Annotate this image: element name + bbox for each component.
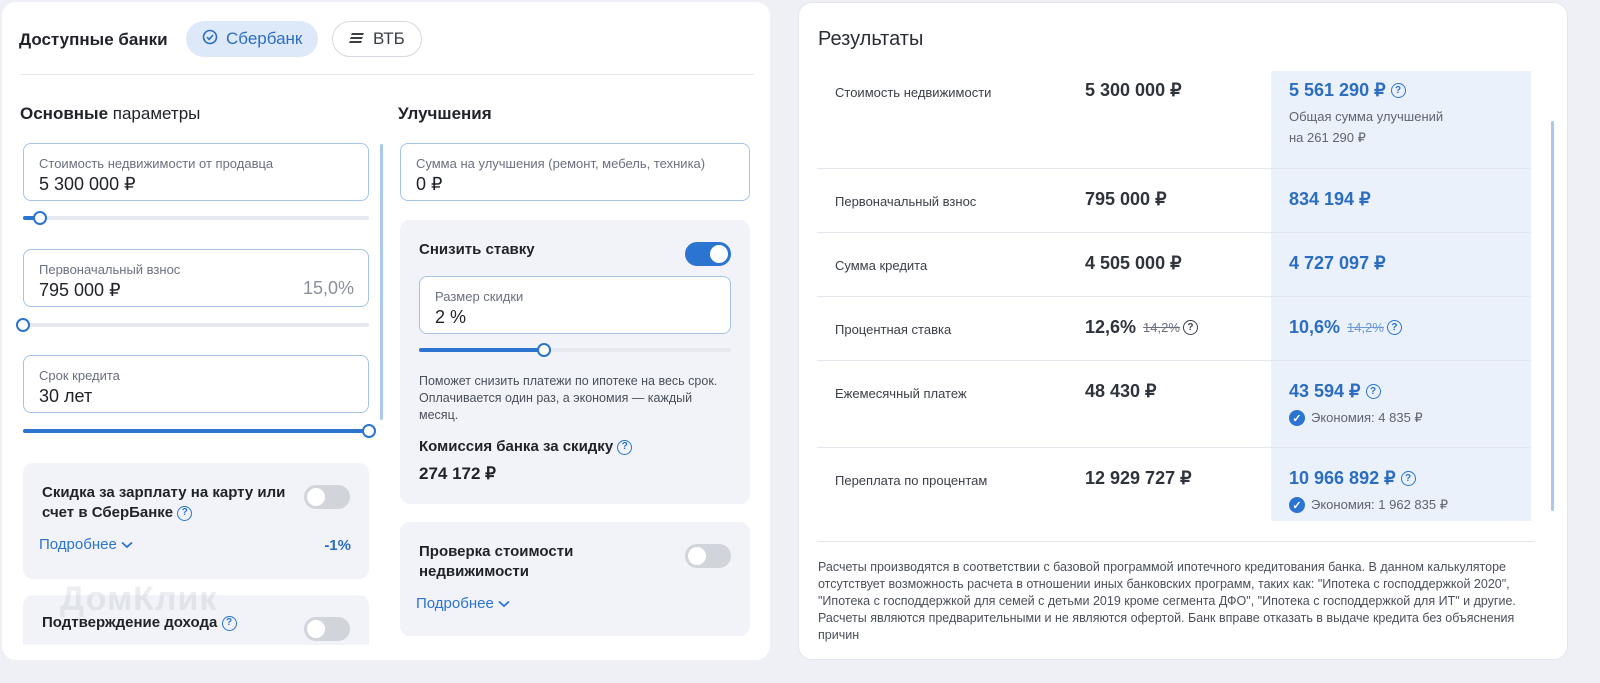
- row-label: Процентная ставка: [835, 322, 952, 337]
- property-check-toggle[interactable]: [685, 544, 731, 568]
- improvements-sum-field[interactable]: [400, 143, 750, 201]
- divider: [20, 74, 754, 75]
- slider-thumb[interactable]: [16, 318, 30, 332]
- property-price-slider[interactable]: [23, 210, 369, 226]
- reduce-rate-toggle[interactable]: [685, 242, 731, 266]
- rate-value: 10,6%: [1289, 317, 1341, 337]
- check-circle-icon: [202, 29, 218, 50]
- row-base-value: 5 300 000 ₽: [1085, 80, 1182, 100]
- property-check-title: Проверка стоимости недвижимости: [419, 543, 574, 580]
- more-link-label: Подробнее: [416, 595, 494, 612]
- chevron-down-icon: [498, 595, 510, 612]
- income-confirmation-toggle[interactable]: [304, 617, 350, 641]
- bank-tab-vtb[interactable]: [332, 21, 422, 57]
- help-icon[interactable]: ?: [1391, 83, 1406, 98]
- help-icon[interactable]: ?: [1366, 384, 1381, 399]
- old-rate: 14,2%: [1347, 320, 1384, 335]
- discount-size-field[interactable]: [419, 276, 731, 334]
- field-value: 0 ₽: [416, 174, 443, 194]
- row-base-value: 48 430 ₽: [1085, 381, 1157, 401]
- field-value: 2 %: [435, 307, 467, 327]
- property-check-card: [400, 522, 750, 636]
- field-label: Сумма на улучшения (ремонт, мебель, техника): [416, 156, 706, 171]
- disclaimer-text: Расчеты производятся в соответствии с базовой программой ипотечного кредитования банка. В данном калькуляторе отсутствует возможность расчета в отношении иных банковских программ, таких как: "Ипотека с господдержкой 2020", "Ипотека с господдержкой для семей с детьми 2019 кроме сегмента ДФО", "Ипотека с господдержкой для ИТ" и другие. Расчеты являются предварительными и не являются офертой. Банк вправе отказать в выдаче кредита без объяснения причин: [818, 560, 1516, 642]
- bank-commission-title: [419, 438, 632, 455]
- income-confirmation-text: Подтверждение дохода: [42, 614, 218, 631]
- row-new-value: 4 727 097 ₽: [1289, 253, 1386, 273]
- salary-discount-text: Скидка за зарплату на карту или счет в СберБанке: [42, 484, 286, 521]
- row-base-value: 4 505 000 ₽: [1085, 253, 1182, 273]
- salary-discount-value: -1%: [324, 537, 351, 554]
- reduce-rate-title: Снизить ставку: [419, 241, 535, 258]
- help-icon[interactable]: ?: [1401, 471, 1416, 486]
- results-title: Результаты: [818, 28, 924, 50]
- row-divider: [817, 168, 1531, 169]
- row-new-value: [1289, 80, 1406, 101]
- row-divider: [817, 447, 1531, 448]
- property-price-field[interactable]: [23, 143, 369, 201]
- row-new-value: 834 194 ₽: [1289, 189, 1371, 209]
- results-scrollbar[interactable]: [1551, 121, 1554, 511]
- row-label: Первоначальный взнос: [835, 194, 977, 209]
- field-label: Срок кредита: [39, 368, 120, 383]
- saving-text: Экономия: 4 835 ₽: [1311, 410, 1423, 425]
- footnote-divider: [817, 541, 1535, 542]
- heading-part: параметры: [112, 104, 201, 123]
- help-icon[interactable]: ?: [177, 506, 192, 521]
- salary-discount-title: [42, 483, 292, 523]
- field-label: Первоначальный взнос: [39, 262, 181, 277]
- help-icon[interactable]: ?: [222, 616, 237, 631]
- discount-size-slider[interactable]: [419, 342, 731, 358]
- row-new-value: [1289, 381, 1381, 402]
- domclick-watermark: ДомКлик: [60, 580, 218, 618]
- row-label: Переплата по процентам: [835, 473, 988, 488]
- improvements-total-value: на 261 290 ₽: [1289, 130, 1366, 145]
- help-icon[interactable]: ?: [1387, 320, 1402, 335]
- reduce-rate-card: [400, 220, 750, 504]
- overpayment-saving: [1289, 497, 1448, 513]
- rate-value: 12,6%: [1085, 317, 1137, 337]
- check-icon: ✓: [1289, 410, 1305, 426]
- salary-discount-toggle[interactable]: [304, 485, 350, 509]
- check-icon: ✓: [1289, 497, 1305, 513]
- results-panel: [798, 2, 1568, 660]
- row-base-value: 12 929 727 ₽: [1085, 468, 1192, 488]
- help-icon[interactable]: ?: [1183, 320, 1198, 335]
- row-new-value: [1289, 468, 1416, 489]
- calculator-panel: [2, 2, 770, 660]
- new-value-text: 5 561 290 ₽: [1289, 80, 1386, 100]
- down-payment-slider[interactable]: [23, 317, 369, 333]
- improvements-total-label: Общая сумма улучшений: [1289, 109, 1444, 124]
- bank-tab-sberbank[interactable]: [186, 21, 318, 57]
- field-label: Размер скидки: [435, 289, 524, 304]
- bank-tab-label: Сбербанк: [226, 29, 303, 48]
- row-new-value: [1289, 317, 1402, 338]
- salary-more-link[interactable]: [39, 536, 133, 553]
- salary-discount-card: [23, 463, 369, 579]
- slider-thumb[interactable]: [537, 343, 551, 357]
- row-base-value: 795 000 ₽: [1085, 189, 1167, 209]
- loan-term-slider[interactable]: [23, 423, 369, 439]
- slider-thumb[interactable]: [33, 211, 47, 225]
- property-check-more-link[interactable]: [416, 595, 510, 612]
- loan-term-field[interactable]: [23, 355, 369, 413]
- saving-text: Экономия: 1 962 835 ₽: [1311, 497, 1448, 512]
- reduce-rate-description: Поможет снизить платежи по ипотеке на весь срок. Оплачивается один раз, а экономия — каждый месяц.: [419, 374, 718, 422]
- help-icon[interactable]: ?: [617, 440, 632, 455]
- field-value: 5 300 000 ₽: [39, 174, 136, 194]
- bank-commission-value: 274 172 ₽: [419, 464, 496, 483]
- field-value: 795 000 ₽: [39, 280, 121, 300]
- bank-commission-label: Комиссия банка за скидку: [419, 438, 614, 455]
- row-base-value: [1085, 317, 1198, 338]
- bank-tab-label: ВТБ: [373, 29, 405, 48]
- field-value: 30 лет: [39, 386, 93, 406]
- more-link-label: Подробнее: [39, 536, 117, 553]
- scrollbar[interactable]: [380, 144, 383, 420]
- slider-thumb[interactable]: [362, 424, 376, 438]
- new-value-text: 43 594 ₽: [1289, 381, 1361, 401]
- field-label: Стоимость недвижимости от продавца: [39, 156, 274, 171]
- improvements-heading: Улучшения: [398, 104, 492, 123]
- row-divider: [817, 232, 1531, 233]
- monthly-saving: [1289, 410, 1423, 426]
- heading-part: Основные: [20, 104, 109, 123]
- row-label: Сумма кредита: [835, 258, 928, 273]
- new-value-text: 10 966 892 ₽: [1289, 468, 1396, 488]
- row-divider: [817, 296, 1531, 297]
- row-label: Ежемесячный платеж: [835, 386, 967, 401]
- row-divider: [817, 360, 1531, 361]
- row-label: Стоимость недвижимости: [835, 85, 992, 100]
- main-params-heading: [20, 104, 200, 124]
- chevron-down-icon: [121, 536, 133, 553]
- down-payment-field[interactable]: [23, 249, 369, 307]
- vtb-logo-icon: [349, 29, 365, 49]
- banks-title: Доступные банки: [19, 30, 168, 49]
- down-payment-percent: 15,0%: [302, 278, 354, 298]
- old-rate: 14,2%: [1143, 320, 1180, 335]
